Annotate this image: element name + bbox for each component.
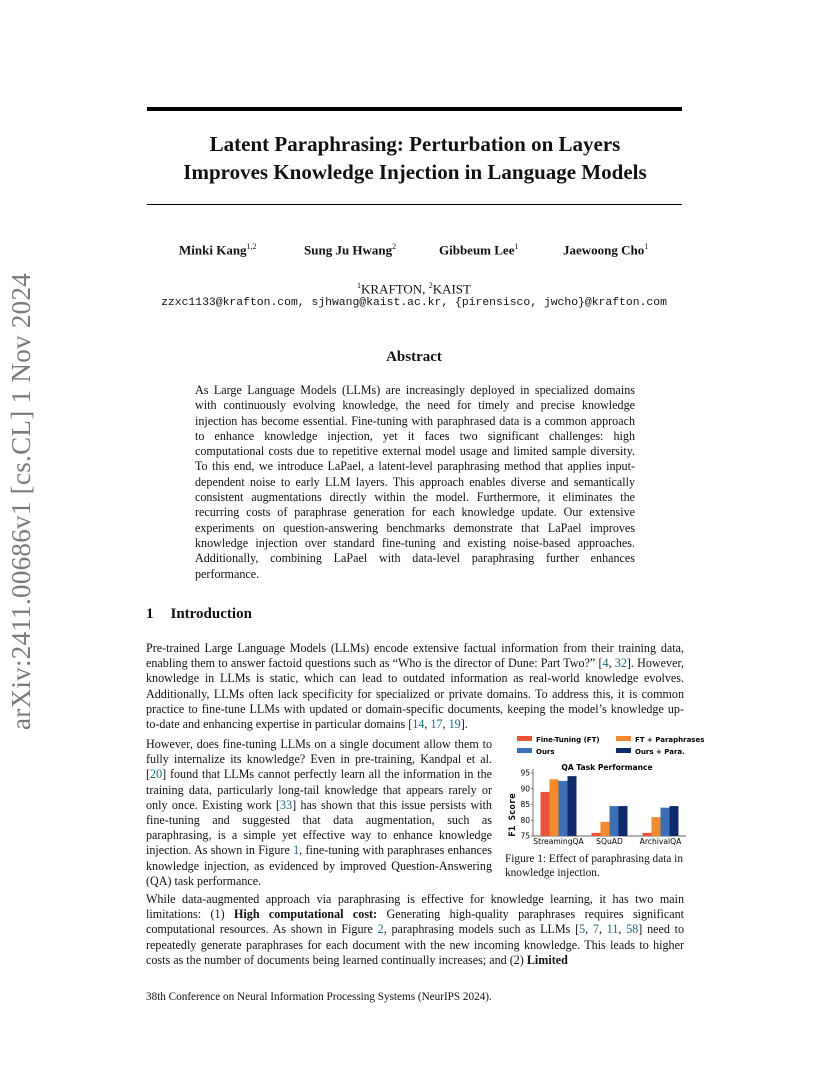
citation-link[interactable]: 32	[614, 656, 627, 671]
bar	[661, 808, 670, 836]
citation-link[interactable]: 5	[579, 922, 586, 937]
citation-link[interactable]: 19	[448, 717, 461, 732]
paper-title	[120, 130, 710, 186]
figure-link[interactable]: 2	[377, 922, 384, 937]
intro-paragraph-1: Pre-trained Large Language Models (LLMs) encode extensive factual information from their training data, enabling them to answer factoid questions such as “Who is the director of Dune: Part Two?” [4, 32]. However, knowledge in LLMs is static, which can lead to outdated information as real-world knowledge evolves. Additionally, LLMs often lack specificity for specialized or private domains. To address this, it is common practice to fine-tune LLMs with updated or domain-specific documents, keeping the model’s knowledge up-to-date and enhancing expertise in particular domains [14, 17, 19].	[146, 641, 685, 732]
figure-link[interactable]: 1	[293, 843, 300, 858]
bar	[670, 806, 679, 836]
y-tick-label: 85	[520, 800, 530, 809]
legend-swatch	[616, 748, 631, 753]
bar	[643, 833, 652, 836]
y-tick-label: 75	[520, 831, 530, 841]
bar	[619, 806, 628, 836]
legend-swatch	[517, 736, 532, 741]
abstract-heading: Abstract	[386, 349, 442, 365]
y-axis-label: F1 Score	[508, 793, 518, 837]
legend-swatch	[616, 736, 631, 741]
bar	[601, 822, 610, 836]
citation-link[interactable]: 33	[280, 797, 293, 812]
chart-legend	[517, 736, 704, 756]
intro-paragraph-2: However, does fine-tuning LLMs on a single document allow them to fully internalize its knowledge? Even in pre-training, Kandpal et al. [20] found that LLMs cannot perfectly learn all the information in the training data, particularly long-tail knowledge that appears rarely or only once. Existing work [33] has shown that this issue persists with fine-tuning and suggested that data augmentation, such as paraphrasing, is a simple yet effective way to enhance knowledge injection. As shown in Figure 1, fine-tuning with paraphrases enhances knowledge injection, as evidenced by improved Question-Answering (QA) task performance.	[146, 737, 492, 888]
figure-1-chart	[503, 733, 705, 853]
author-3: Gibbeum Lee$^1$	[439, 242, 519, 258]
chart-bars	[541, 776, 679, 836]
citation-link[interactable]: 7	[592, 922, 599, 937]
legend-label: FT + Paraphrases	[635, 736, 705, 744]
citation-link[interactable]: 14	[412, 717, 425, 732]
arxiv-identifier: arXiv:2411.00686v1 [cs.CL] 1 Nov 2024	[6, 272, 36, 730]
figure-1-caption: Figure 1: Effect of paraphrasing data in knowledge injection.	[505, 853, 683, 879]
bar	[541, 792, 550, 836]
x-tick-label: SQuAD	[596, 837, 623, 846]
x-tick-label: StreamingQA	[533, 837, 584, 846]
author-4: Jaewoong Cho$^1$	[563, 242, 649, 258]
legend-label: Fine-Tuning (FT)	[536, 736, 600, 744]
bar	[592, 833, 601, 836]
abstract-text: As Large Language Models (LLMs) are increasingly deployed in specialized domains with continuously evolving knowledge, the need for timely and precise knowledge injection has become essential. Fine-tuning with paraphrased data is a common approach to enhance knowledge injection, yet it faces two significant challenges: high computational costs due to repetitive external model usage and limited sample diversity. To this end, we introduce LaPael, a latent-level paraphrasing method that applies input-dependent noise to early LLM layers. This approach enables diverse and semantically consistent augmentations directly within the model. Furthermore, it eliminates the recurring costs of paraphrase generation for each knowledge update. Our extensive experiments on question-answering benchmarks demonstrate that LaPael improves knowledge injection over standard fine-tuning and existing noise-based approaches. Additionally, combining LaPael with data-level paraphrasing further enhances performance.	[195, 383, 635, 581]
legend-label: Ours	[536, 748, 555, 756]
top-rule	[147, 107, 682, 111]
y-tick-label: 90	[520, 784, 530, 794]
title-line-2: Improves Knowledge Injection in Language Models	[183, 160, 647, 184]
citation-link[interactable]: 17	[430, 717, 443, 732]
bar	[550, 779, 559, 836]
title-line-1: Latent Paraphrasing: Perturbation on Layers	[209, 132, 621, 156]
citation-link[interactable]: 20	[150, 767, 163, 782]
conference-footer: 38th Conference on Neural Information Processing Systems (NeurIPS 2024).	[146, 991, 492, 1003]
legend-swatch	[517, 748, 532, 753]
y-tick-label: 95	[520, 768, 530, 778]
author-2: Sung Ju Hwang$^2$	[304, 242, 397, 258]
bar	[652, 817, 661, 836]
citation-link[interactable]: 4	[602, 656, 609, 671]
author-1: Minki Kang$^{1,2}$	[179, 242, 257, 258]
bar	[610, 806, 619, 836]
title-bottom-rule	[147, 204, 682, 205]
citation-link[interactable]: 58	[626, 922, 639, 937]
x-tick-label: ArchivalQA	[639, 837, 682, 846]
citation-link[interactable]: 11	[606, 922, 619, 937]
intro-paragraph-3: While data-augmented approach via paraphrasing is effective for knowledge learning, it has two main limitations: (1) High computational cost: Generating high-quality paraphrases requires significant computational resources. As shown in Figure 2, paraphrasing models such as LLMs [5, 7, 11, 58] need to repeatedly generate paraphrases for each document with the new incoming knowledge. This leads to higher costs as the number of documents being learned continually increases; and (2) Limited	[146, 892, 685, 967]
y-tick-label: 80	[520, 815, 530, 825]
bar	[559, 781, 568, 836]
author-emails: zzxc1133@krafton.com, sjhwang@kaist.ac.kr, {pirensisco, jwcho}@krafton.com	[161, 297, 667, 309]
x-tick-labels	[533, 837, 682, 846]
bar	[568, 776, 577, 836]
legend-label: Ours + Para.	[635, 748, 685, 756]
chart-title: QA Task Performance	[561, 763, 653, 772]
section-heading: 1 Introduction	[146, 606, 252, 622]
affiliations: $^1$KRAFTON, $^2$KAIST	[357, 281, 471, 297]
